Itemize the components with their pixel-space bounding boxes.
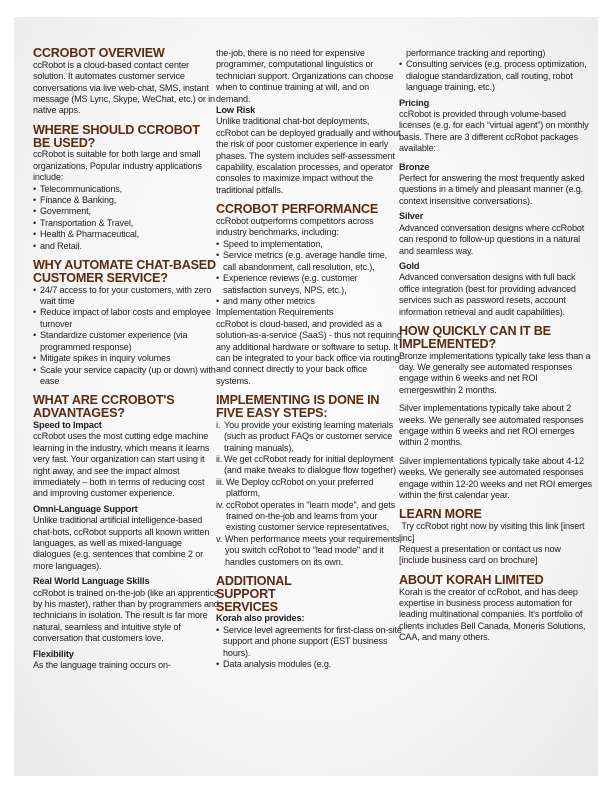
support-list-continued <box>399 59 593 93</box>
support-list <box>216 625 402 671</box>
step-number: v. <box>216 533 223 544</box>
where-heading: WHERE SHOULD CCROBOT BE USED? <box>33 122 200 150</box>
learn-heading: LEARN MORE <box>399 507 482 522</box>
step-number: ii. <box>216 453 223 464</box>
list-item: • Mitigate spikes in inquiry volumes <box>33 353 219 364</box>
list-item: • Speed to implementation, <box>216 239 402 250</box>
flex-body-continued: the-job, there is no need for expensive programmer, computational linguistics or technician support. Organizations can choose when to continue training at will, and on demand. <box>216 48 394 104</box>
omni-body: Unlike traditional artificial intelligence-based chat-bots, ccRobot supports all known written languages, as well as mixed-language dialogues (e.g. sentences that combine 2 or more languages). <box>33 515 210 571</box>
learn-contact-line: Request a presentation or contact us now [include business card on brochure] <box>399 544 561 566</box>
overview-body: ccRobot is a cloud-based contact center solution. It automates customer service conversations via live web-chat, SMS, instant message (MS Lync, Skype, WeChat, etc.) or in native apps. <box>33 59 215 116</box>
step-number: iii. <box>216 476 224 487</box>
omni-title: Omni-Language Support <box>33 503 138 514</box>
list-item: • Finance & Banking, <box>33 195 219 206</box>
about-body: Korah is the creator of ccRobot, and has deep expertise in business process automation for leading multinational companies. It's portfolio of clients includes Bell Canada, Moneris Solutions, CAA, and many others. <box>399 586 586 643</box>
gold-body: Advanced conversation designs with full back office integration (best for providing advanced services such as password resets, account information retrieval and audit capabilities). <box>399 272 576 317</box>
step-item <box>216 420 402 454</box>
flex-title: Flexibility <box>33 648 74 659</box>
silver-body: Advanced conversation designs where ccRobot can respond to follow-up questions in a natural and seamless way. <box>399 222 585 256</box>
how-gold: Silver implementations typically take about 4-12 weeks. We generally see automated responses engage within 12-20 weeks and net ROI emerges within the first calendar year. <box>399 455 592 500</box>
list-item: • and Retail. <box>33 241 219 252</box>
lowrisk-body: Unlike traditional chat-bot deployments, ccRobot can be deployed gradually and without the risk of poor customer experience in early phases. The system includes self-assessment capability, escalation processes, and operator consoles to maximize impact without the traditional pitfalls. <box>216 116 401 195</box>
list-item: • 24/7 access to for your customers, with zero wait time <box>33 285 219 308</box>
why-list <box>33 285 219 388</box>
list-item: • Reduce impact of labor costs and employee turnover <box>33 307 219 330</box>
column-2 <box>216 48 402 670</box>
step-number: iv. <box>216 499 224 510</box>
column-3 <box>399 48 593 644</box>
step-text: We Deploy ccRobot on your preferred platform, <box>226 476 374 499</box>
silver-title: Silver <box>399 211 424 222</box>
list-item: • Experience reviews (e.g. customer satisfaction surveys, NPS, etc.), <box>216 273 402 296</box>
steps-list <box>216 420 402 568</box>
why-heading: WHY AUTOMATE CHAT-BASED CUSTOMER SERVICE? <box>33 258 216 285</box>
support-heading: ADDITIONAL SUPPORT SERVICES <box>216 574 292 614</box>
support-intro: Korah also provides: <box>216 613 305 624</box>
performance-intro: ccRobot outperforms competitors across industry benchmarks, including: <box>216 216 374 238</box>
advantages-heading: WHAT ARE CCROBOT'S ADVANTAGES? <box>33 393 175 421</box>
bronze-body: Perfect for answering the most frequently asked questions in a timely and pleasant manner (e.g. context insensitive conversations). <box>399 173 585 206</box>
column-1 <box>33 47 219 671</box>
overview-heading: CCROBOT OVERVIEW <box>33 46 165 60</box>
step-text: ccRobot operates in "learn mode", and gets trained on-the-job and learns from your existing customer service representatives, <box>226 499 395 533</box>
list-item: • and many other metrics <box>216 296 402 307</box>
list-item: • Government, <box>33 206 219 217</box>
pricing-title: Pricing <box>399 97 430 108</box>
step-item <box>216 477 402 500</box>
how-bronze: Bronze implementations typically take less than a day. We generally see automated responses engage within 6 weeks and net ROI emergeswithin 2 months. <box>399 350 591 395</box>
list-item: • Consulting services (e.g. process optimization, dialogue standardization, call routing, robot language training, etc.) <box>399 59 593 93</box>
list-item: • Telecommunications, <box>33 184 219 195</box>
speed-title: Speed to Impact <box>33 419 102 430</box>
support-continued: performance tracking and reporting) <box>406 48 546 58</box>
list-item: • Standardize customer experience (via programmed response) <box>33 330 219 353</box>
step-item <box>216 500 402 534</box>
list-item: • Health & Pharmaceutical, <box>33 229 219 240</box>
list-item: • Service level agreements for first-class on-site support and phone support (EST business hours). <box>216 625 402 659</box>
speed-body: ccRobot uses the most cutting edge machine learning in the industry, which means it learns very fast. Your organization can start using it right away, and see the impact almost immediately – both in terms of reducing cost and improving customer experience. <box>33 431 210 499</box>
list-item: • Service metrics (e.g. average handle time, call abandonment, call resolution, etc.), <box>216 250 402 273</box>
real-body: ccRobot is trained on-the-job (like an apprentice by his master), rather than by programmers and technicians in isolation. The result is far more natural, seamless and intuitive style of conversation that customers love. <box>33 587 219 644</box>
flex-body-start: As the language training occurs on- <box>33 660 171 671</box>
requirements-body: ccRobot is cloud-based, and provided as a solution-as-a-service (SaaS) - thus not requiring any additional hardware or software to setup. It can be integrated to your back office via routing and connect directly to your back office systems. <box>216 318 402 386</box>
how-silver: Silver implementations typically take about 2 weeks. We generally see automated responses engage within 6 weeks and net ROI emerges within 2 months. <box>399 403 584 448</box>
gold-title: Gold <box>399 260 420 271</box>
step-number: i. <box>216 419 221 430</box>
how-heading: HOW QUICKLY CAN IT BE IMPLEMENTED? <box>399 323 551 351</box>
brochure-page <box>14 17 598 776</box>
step-item <box>216 534 402 568</box>
list-item: • Transportation & Travel, <box>33 218 219 229</box>
about-heading: ABOUT KORAH LIMITED <box>399 572 544 587</box>
performance-heading: CCROBOT PERFORMANCE <box>216 202 379 217</box>
where-intro: ccRobot is suitable for both large and small organizations. Popular industry applications include: <box>33 149 202 183</box>
step-text: When performance meets your requirements, you switch ccRobot to "lead mode" and it handles customers on its own. <box>225 533 402 567</box>
step-item <box>216 454 402 477</box>
bronze-title: Bronze <box>399 161 430 172</box>
real-title: Real World Language Skills <box>33 576 150 587</box>
learn-link-line[interactable]: Try ccRobot right now by visiting this link [insert linc] <box>399 521 587 543</box>
lowrisk-title: Low Risk <box>216 105 256 116</box>
pricing-body: ccRobot is provided through volume-based licenses (e.g. for each “virtual agent”) on monthly basis. There are 3 different ccRobot packages available: <box>399 109 589 154</box>
list-item: • Data analysis modules (e.g. <box>216 659 402 670</box>
industry-list <box>33 184 219 252</box>
performance-list <box>216 239 402 307</box>
list-item: • Scale your service capacity (up or down) with ease <box>33 365 219 388</box>
step-text: You provide your existing learning materials (such as product FAQs or customer service training manuals), <box>224 419 393 453</box>
requirements-title: Implementation Requirements <box>216 307 334 318</box>
steps-heading: IMPLEMENTING IS DONE IN FIVE EASY STEPS: <box>216 393 380 420</box>
step-text: We get ccRobot ready for initial deployment (and make tweaks to dialogue flow together) <box>224 453 396 476</box>
